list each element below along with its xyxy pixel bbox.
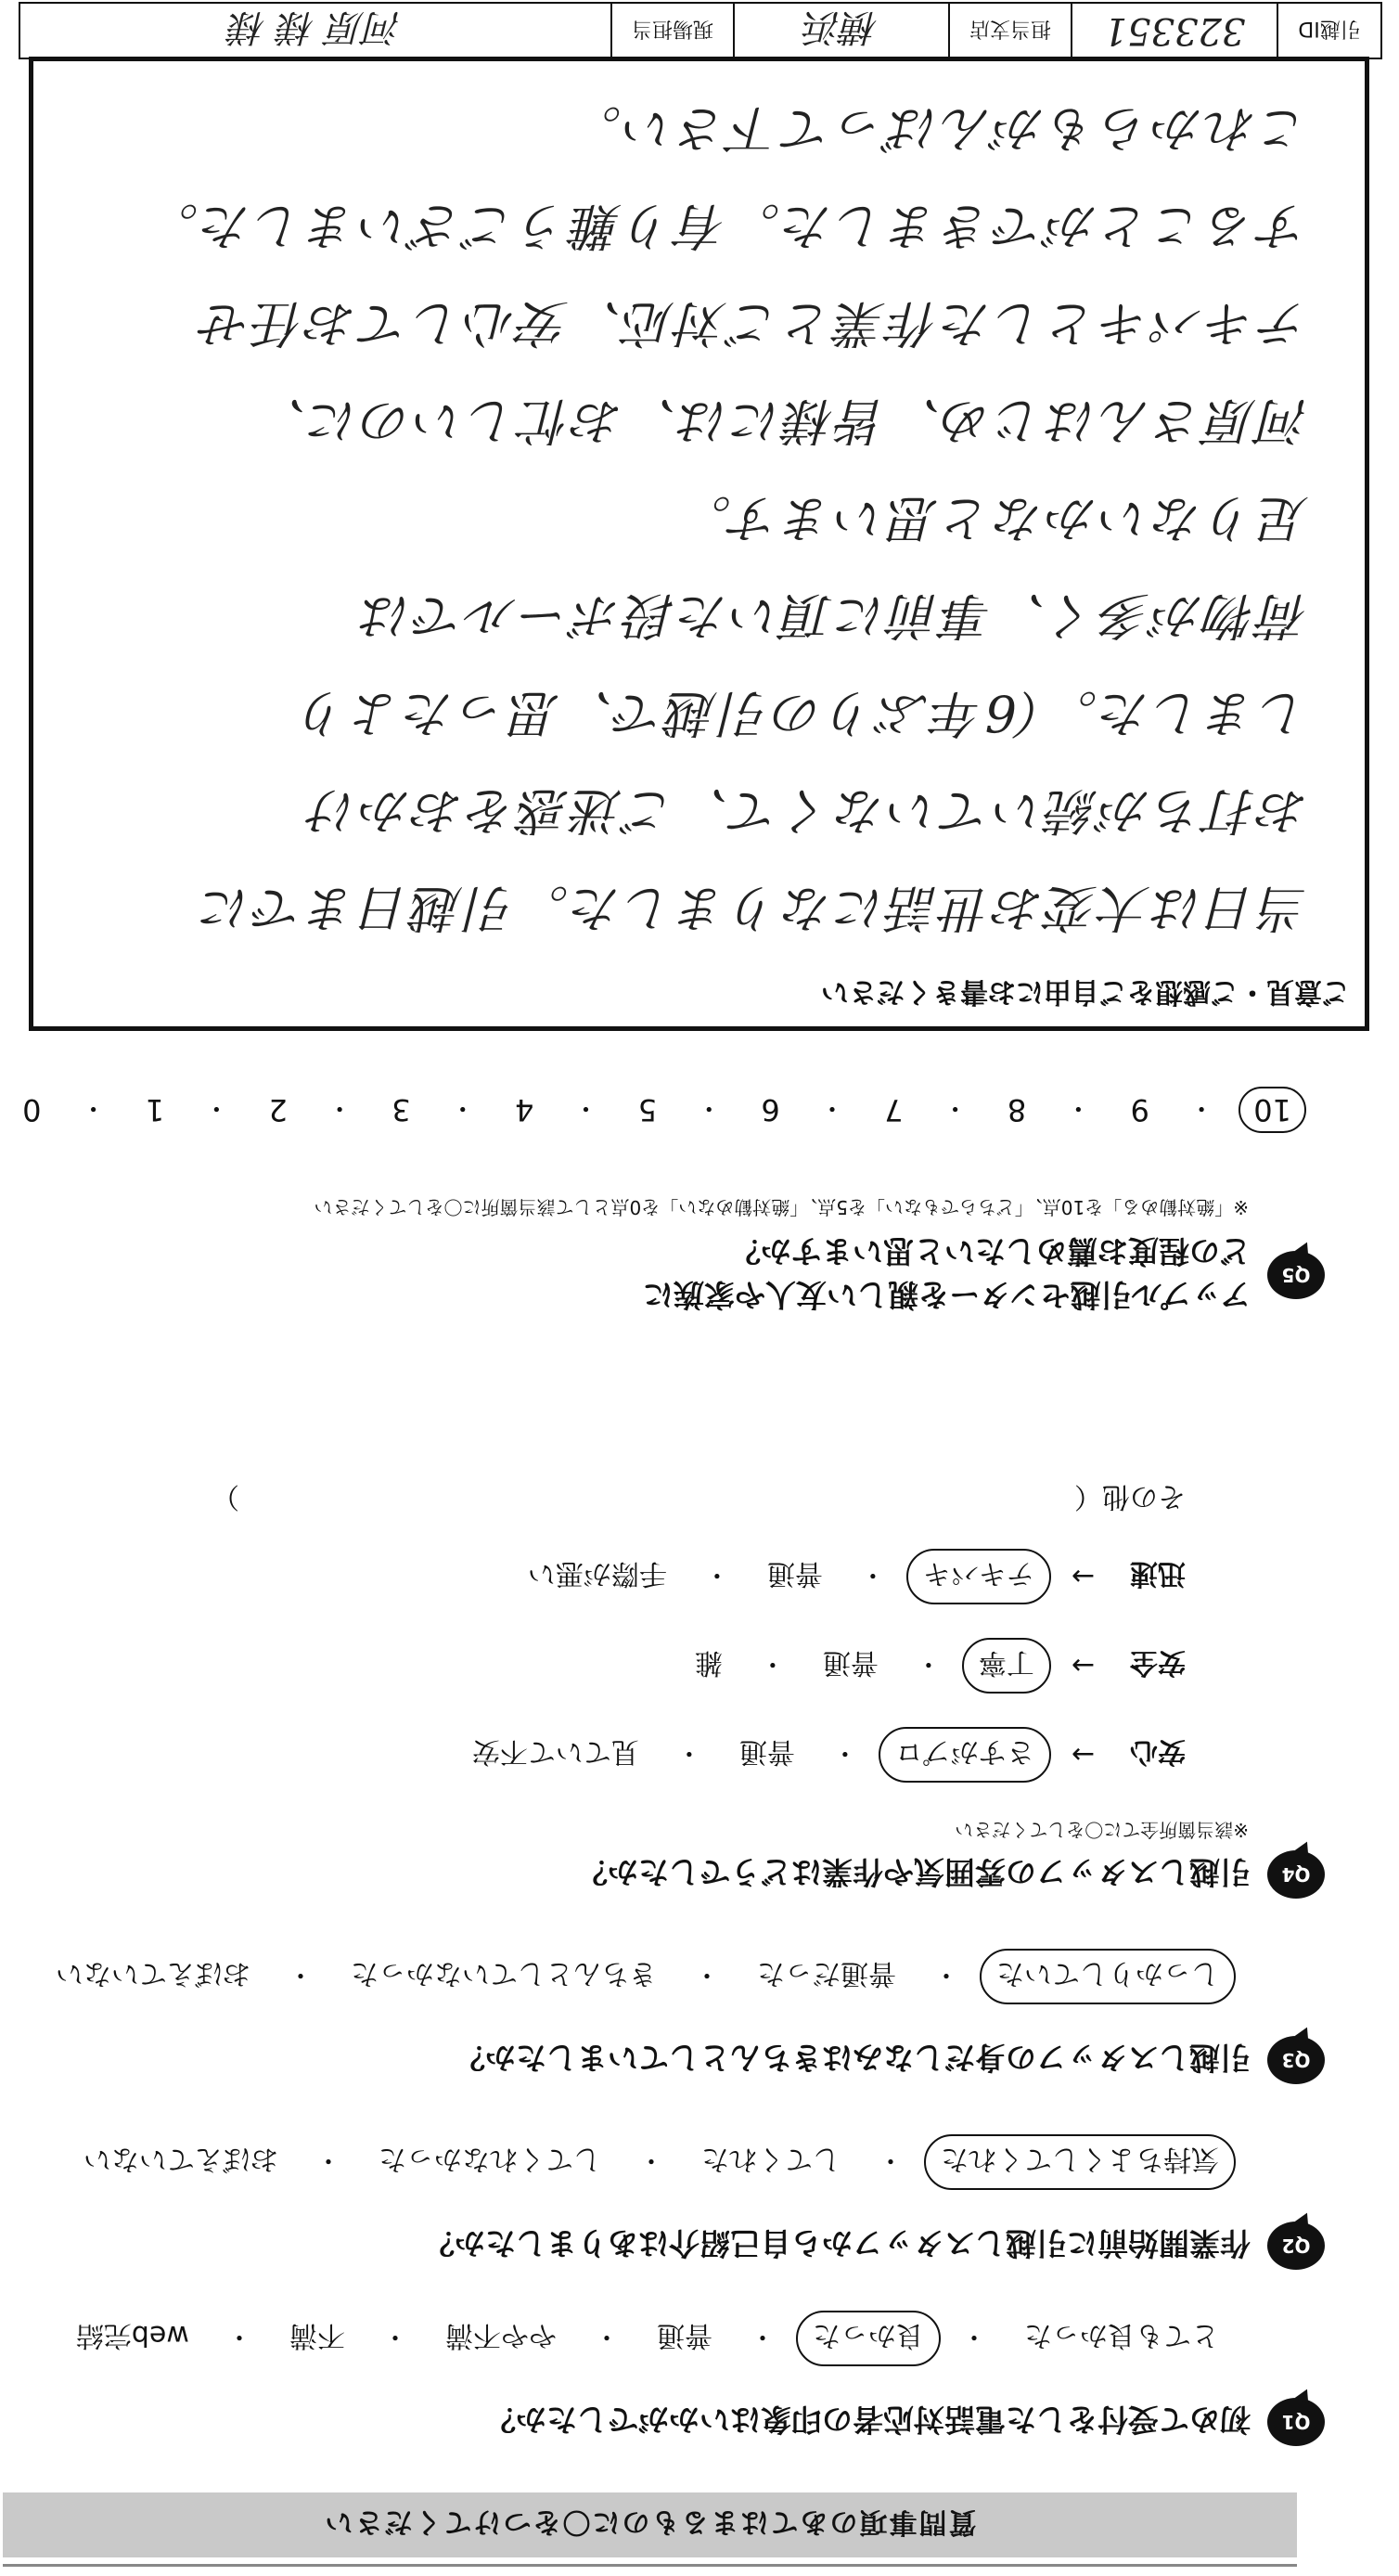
handwritten-line: 当日は大変お世話になりました。引越日までに [199,879,1309,937]
option-selected[interactable]: 気持ちよくしてくれた [924,2134,1236,2190]
comment-label: ご意見・ご感想をご自由にお書きください [821,975,1350,1008]
comment-box[interactable] [29,57,1369,1031]
option-selected[interactable]: テキパキ [906,1549,1051,1604]
handwritten-line: 足りないかなと思います。 [678,489,1309,547]
score-option-selected[interactable]: 10 [1239,1087,1306,1133]
branch-value: 横浜 [733,4,948,58]
option[interactable]: とても良かった [1024,2319,1219,2351]
score-option[interactable]: 3 [391,1092,411,1127]
score-option[interactable]: 2 [268,1092,288,1127]
option[interactable]: おぼえていない [55,1957,250,1990]
handwritten-line: 荷物が多く、事前に頂いた段ボールでは [359,586,1309,645]
option[interactable]: 見ていて不安 [471,1735,639,1768]
handwritten-line: しました。（6年ぶりの引越で、思ったより [295,684,1309,742]
category-name: 迅速 [1130,1557,1186,1590]
question-2: Q2 作業開始前に引越しスタッフから自己紹介はありましたか？ 気持ちよくしてくれた ・ してくれた ・ してくれなかった ・ おぼえていない [26,2134,1325,2270]
instruction-banner: 質問事項のあてはまるものに〇をつけてください [3,2492,1297,2557]
branch-label: 担当支店 [948,4,1071,58]
option[interactable]: 普通 [738,1735,795,1768]
option[interactable]: してくれた [700,2143,841,2175]
question-text: 引越しスタッフの雰囲気や作業はどうでしたか？ [577,1854,1251,1891]
arrow-icon: → [1071,1738,1095,1771]
id-label: 引越ID [1277,4,1380,58]
option[interactable]: web完結 [75,2319,189,2351]
score-option[interactable]: 7 [884,1092,904,1127]
option[interactable]: 普通 [766,1557,823,1590]
other-row [26,1467,1186,1532]
option[interactable]: 手際が悪い [527,1557,667,1590]
option-selected[interactable]: しっかりしていた [980,1949,1236,2004]
question-3: Q3 引越しスタッフの身だしなみはきちんとしていましたか？ しっかりしていた ・ 普通だった ・ きちんとしていなかった ・ おぼえていない [26,1949,1325,2084]
category-row-jinsoku: 迅速 → テキパキ ・ 普通 ・ 手際が悪い [26,1532,1186,1621]
category-row-anshin: 安心 → さすがプロ ・ 普通 ・ 見ていて不安 [26,1710,1186,1799]
top-edge-line [3,2564,1297,2567]
handwritten-line: これからもがんばって下さい。 [569,99,1309,158]
question-5 [26,1195,1325,1319]
lead-label: 現場担当 [610,4,733,58]
score-option[interactable]: 0 [22,1092,42,1127]
handwritten-line: お打ちが続いていなくて、ご迷惑をおかけ [305,781,1309,840]
question-text: 作業開始前に引越しスタッフから自己紹介はありましたか？ [424,2225,1251,2262]
score-option[interactable]: 5 [637,1092,658,1127]
option[interactable]: おぼえていない [83,2143,278,2175]
q4-icon: Q4 [1267,1850,1325,1899]
score-scale: 10 ・ 9 ・ 8 ・ 7 ・ 6 ・ 5 ・ 4 ・ 3 ・ 2 ・ 1 ・ 0 [7,1087,1306,1133]
handwritten-line: することができました。有り難うございました。 [146,197,1309,255]
meta-table [19,2,1382,59]
option[interactable]: 不満 [289,2319,345,2351]
handwritten-line: テキパキとした作業とご対応、安心してお任せ [199,294,1309,353]
q5-icon: Q5 [1267,1251,1325,1299]
category-name: 安全 [1130,1646,1186,1679]
q2-icon: Q2 [1267,2222,1325,2270]
option[interactable]: 普通 [822,1646,879,1679]
question-text: 初めて受付をした電話対応者の印象はいかがでしたか？ [485,2402,1251,2439]
score-option[interactable]: 6 [761,1092,780,1127]
question-note: ※「絶対勧める」を10点、「どちらでもない」を5点、「絶対勧めない」を0点として該当箇所に〇をしてください [314,1196,1249,1218]
option-selected[interactable]: 良かった [796,2311,941,2366]
score-option[interactable]: 9 [1130,1092,1149,1127]
category-row-anzen: 安全 → 丁寧 ・ 普通 ・ 雑 [26,1621,1186,1710]
arrow-icon: → [1071,1560,1095,1593]
question-text: 引越しスタッフの身だしなみはきちんとしていましたか？ [455,2040,1251,2077]
option-selected[interactable]: さすがプロ [879,1727,1051,1783]
option[interactable]: してくれなかった [378,2143,601,2175]
option-selected[interactable]: 丁寧 [962,1638,1051,1694]
q3-icon: Q3 [1267,2036,1325,2084]
score-option[interactable]: 1 [145,1092,165,1127]
id-value: 323351 [1071,4,1277,58]
option[interactable]: 普通だった [756,1957,896,1990]
score-option[interactable]: 8 [1007,1092,1027,1127]
question-text: アップル引越センターを親しい友人や家族に どの程度お薦めしたいと思いますか？ [642,1233,1251,1313]
option[interactable]: 雑 [694,1646,723,1679]
category-name: 安心 [1130,1735,1186,1768]
handwritten-line: 河原さんはじめ、皆様には、お忙しいのに、 [253,392,1309,450]
other-field[interactable]: その他（ ） [212,1480,1186,1513]
score-option[interactable]: 4 [514,1092,534,1127]
question-1: Q1 初めて受付をした電話対応者の印象はいかがでしたか？ とても良かった ・ 良かった ・ 普通 ・ やや不満 ・ 不満 ・ web完結 [26,2311,1325,2446]
lead-value: 河原 様 様 [229,6,402,49]
option[interactable]: 普通 [656,2319,712,2351]
q1-icon: Q1 [1267,2398,1325,2446]
question-note: ※該当箇所全てに〇をしてください [955,1819,1249,1841]
arrow-icon: → [1071,1649,1095,1682]
question-4 [26,1467,1325,1899]
option[interactable]: やや不満 [444,2319,557,2351]
option[interactable]: きちんとしていなかった [350,1957,657,1990]
